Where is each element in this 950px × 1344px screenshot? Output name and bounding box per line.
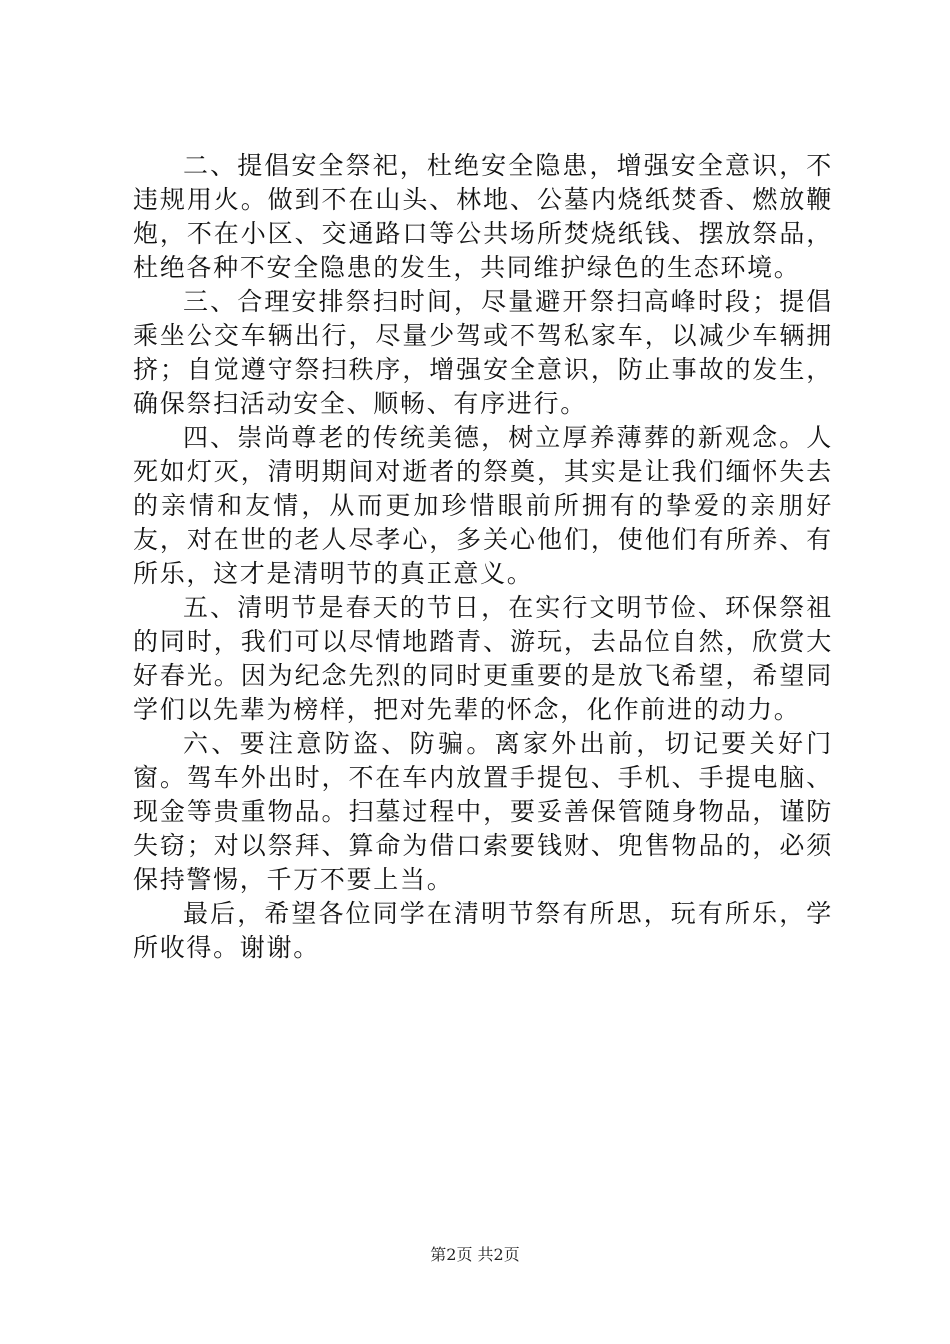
page-number-footer: 第2页 共2页 [430,1245,520,1264]
paragraph-closing-remarks: 最后，希望各位同学在清明节祭有所思，玩有所乐，学所收得。谢谢。 [133,899,833,962]
document-body [133,149,833,965]
paragraph-schedule-arrangement: 三、合理安排祭扫时间，尽量避开祭扫高峰时段；提倡乘坐公交车辆出行，尽量少驾或不驾私家车，以减少车辆拥挤；自觉遵守祭扫秩序，增强安全意识，防止事故的发生，确保祭扫活动安全、顺畅、有序进行。 [133,287,833,418]
paragraph-safety-sacrifice: 二、提倡安全祭祀，杜绝安全隐患，增强安全意识，不违规用火。做到不在山头、林地、公墓内烧纸焚香、燃放鞭炮，不在小区、交通路口等公共场所焚烧纸钱、摆放祭品，杜绝各种不安全隐患的发生，共同维护绿色的生态环境。 [133,151,833,282]
paragraph-respect-elders: 四、崇尚尊老的传统美德，树立厚养薄葬的新观念。人死如灯灭，清明期间对逝者的祭奠，其实是让我们缅怀失去的亲情和友情，从而更加珍惜眼前所拥有的挚爱的亲朋好友，对在世的老人尽孝心，多关心他们，使他们有所养、有所乐，这才是清明节的真正意义。 [133,423,833,588]
paragraph-theft-fraud-prevention: 六、要注意防盗、防骗。离家外出前，切记要关好门窗。驾车外出时，不在车内放置手提包、手机、手提电脑、现金等贵重物品。扫墓过程中，要妥善保管随身物品，谨防失窃；对以祭拜、算命为借口索要钱财、兜售物品的，必须保持警惕，千万不要上当。 [133,729,833,894]
paragraph-spring-outing: 五、清明节是春天的节日，在实行文明节俭、环保祭祖的同时，我们可以尽情地踏青、游玩，去品位自然，欣赏大好春光。因为纪念先烈的同时更重要的是放飞希望，希望同学们以先辈为榜样，把对先辈的怀念，化作前进的动力。 [133,593,833,724]
